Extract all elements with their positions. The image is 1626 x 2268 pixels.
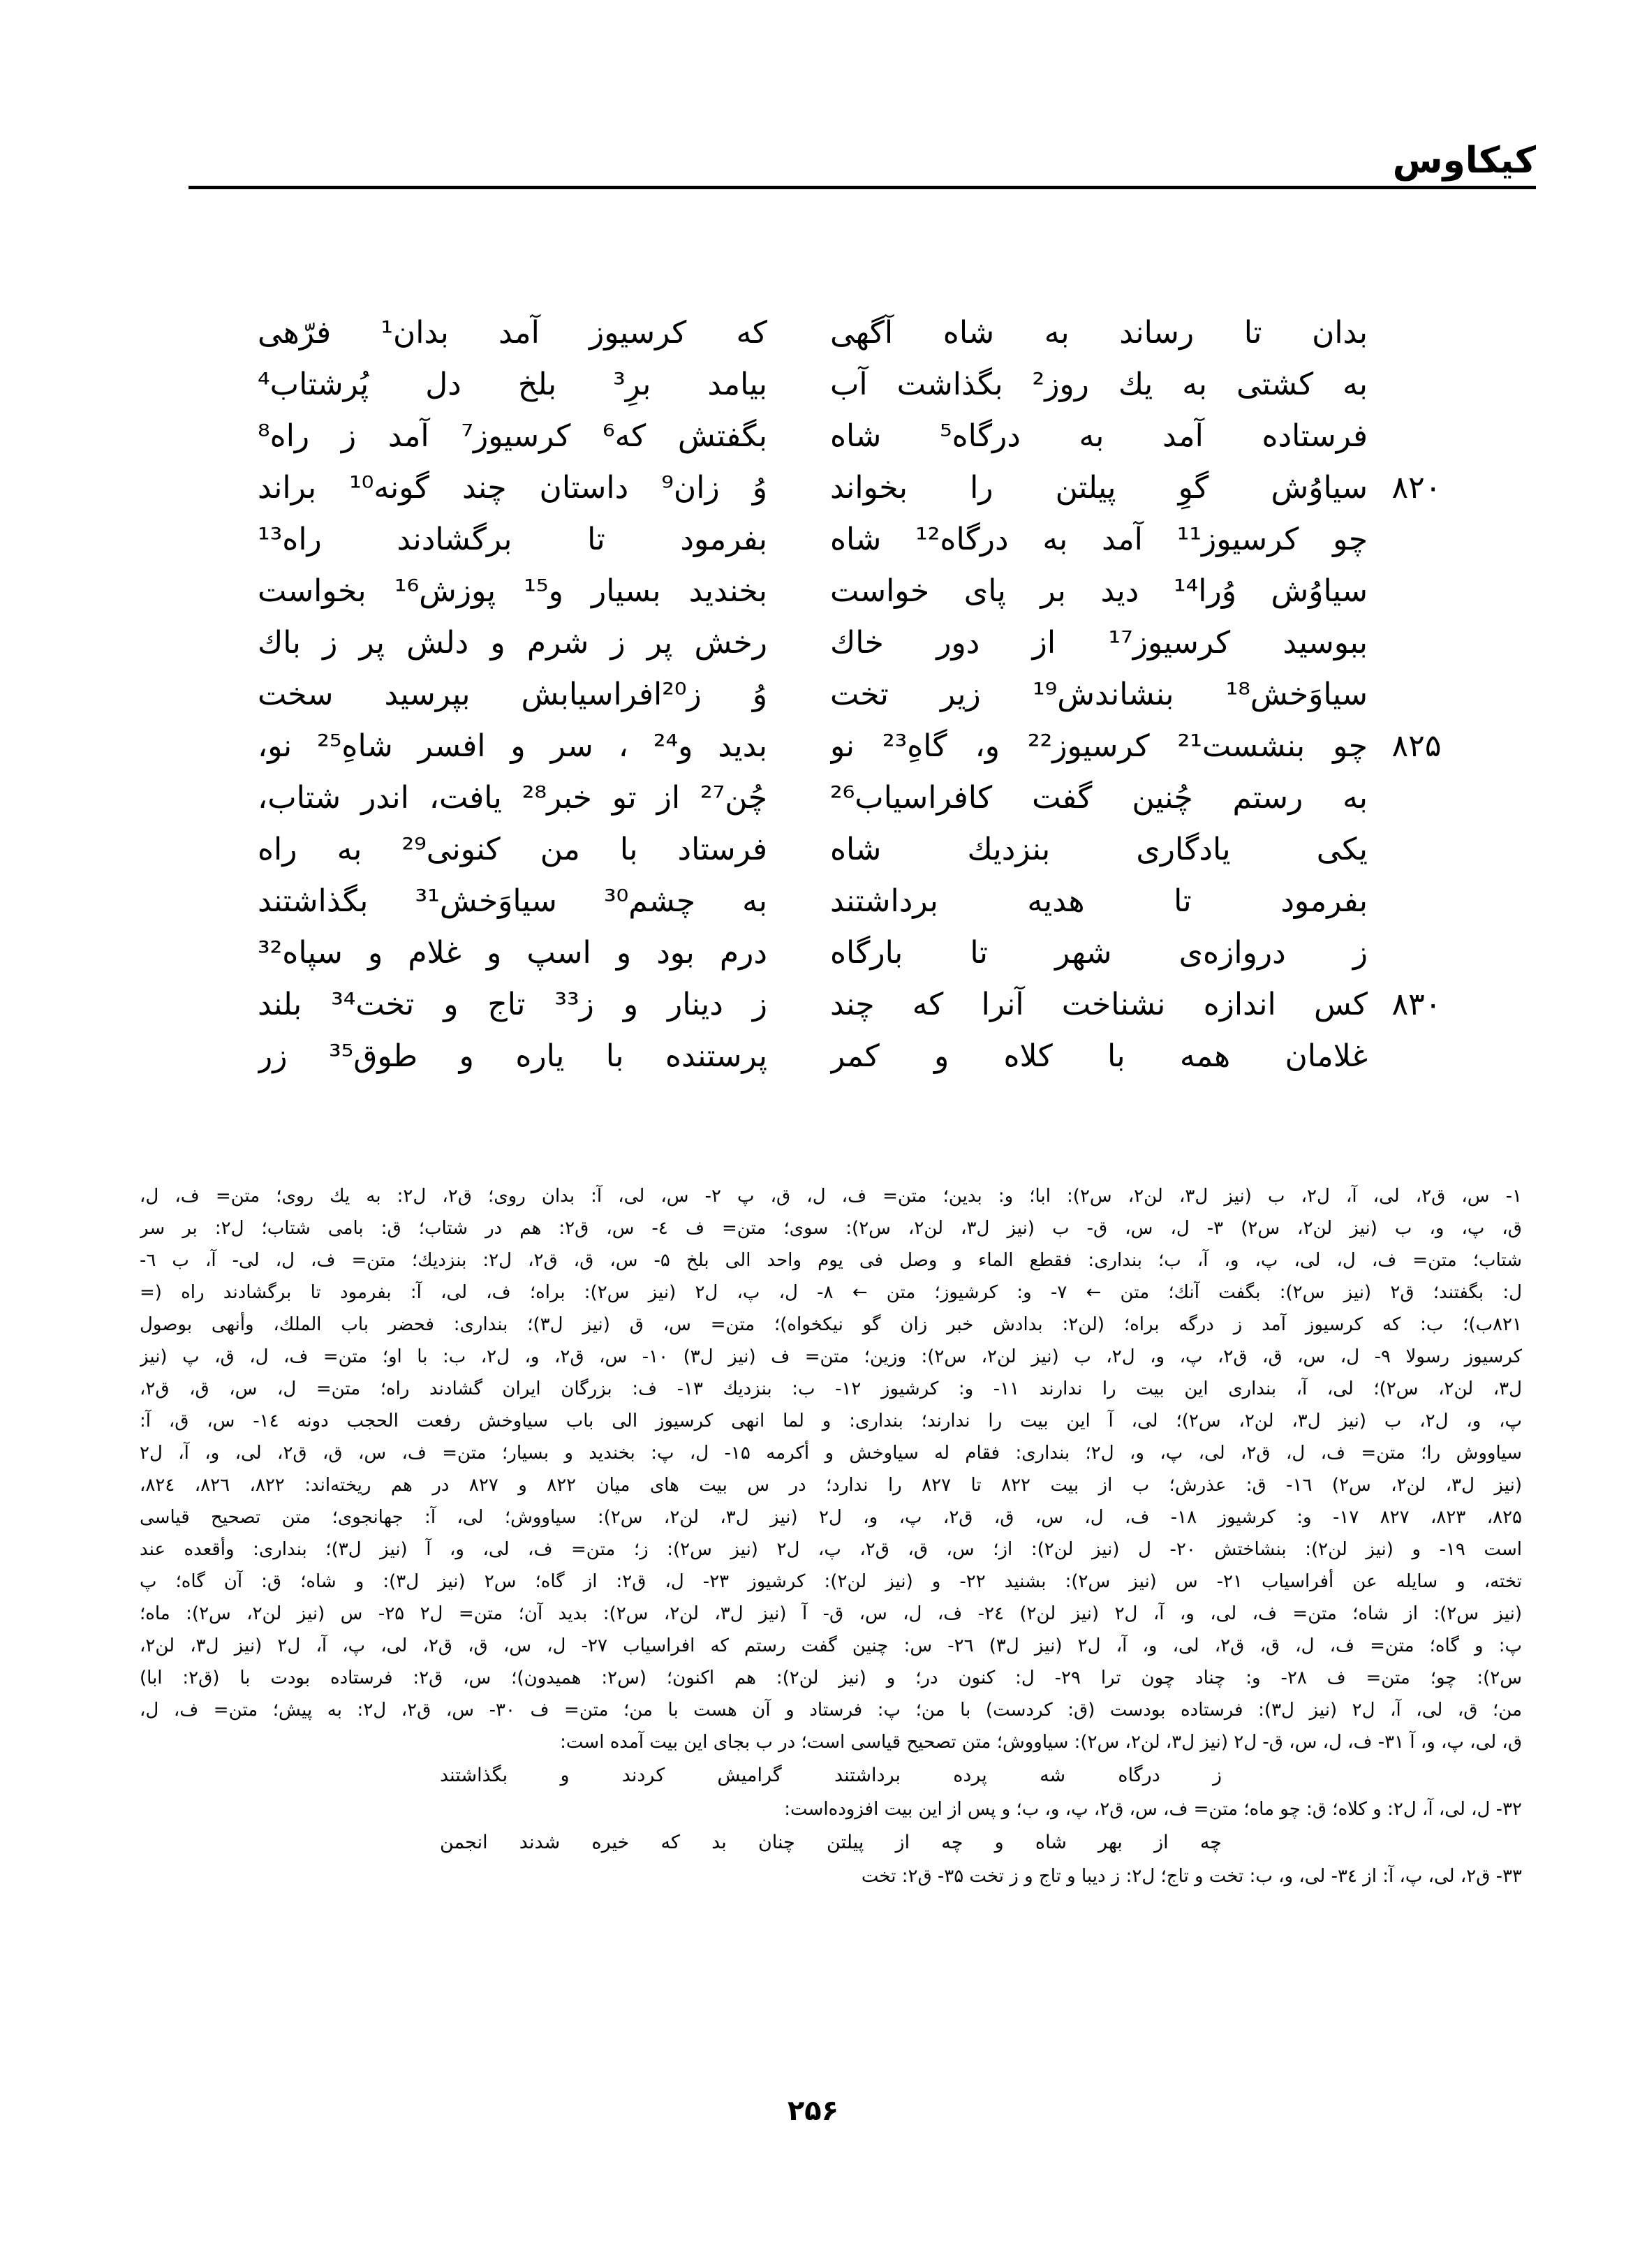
- verse-right-2: [830, 359, 1368, 411]
- footnote-line: شتاب؛ متن= ف، ل، لی، پ، و، آ، ب؛ بنداری: فقطع الماء و وصل فی یوم واحد الی بلخ ۵- س، ق، ق۲، ل۲: بنزدیك؛ متن= ف، ل، لی- آ، ب ٦-: [140, 1250, 1522, 1271]
- footnote-line: پ، و، ل۲، ب (نیز ل۳، لن۲، س۲)؛ لی، آ این بیت را ندارند؛ بنداری: و لما انهی کرسیوز الی باب سیاوخش رفعت الحجب دونه ١٤- س، ق، آ:: [140, 1411, 1522, 1431]
- verse-left-10: [258, 772, 767, 824]
- hemistich: ز دینار و ز³³ تاج و تخت³⁴ بلند: [258, 987, 767, 1022]
- footnote-line: ل: بگفتند؛ ق۲ (نیز س۲): بگفت آنك؛ متن ← ۷- و: کرشیوز؛ متن ← ۸- ل، پ، ل۲ (نیز س۲): براه؛ ف، لی، آ: بفرمود تا برگشادند راه (=: [140, 1282, 1522, 1303]
- verse-right-8: [830, 669, 1368, 721]
- hemistich: سیاوُش وُرا¹⁴ دید بر پای خواست: [830, 573, 1368, 609]
- verse-right-7: [830, 617, 1368, 669]
- hemistich: چو بنشست²¹ کرسیوز²² و، گاهِ²³ نو: [830, 728, 1368, 764]
- verse-right-11: [830, 824, 1368, 876]
- hemistich: بیامد برِ³ بلخ دل پُرشتاب⁴: [258, 367, 767, 402]
- footnote-line: (نیز ل۳، لن۲، س۲) ۱٦- ق: عذرش؛ ب از بیت ۸۲۲ تا ۸۲۷ را ندارد؛ در س بیت های میان ۸۲۲ و ۸۲۷ در هم ریخته‌اند: ۸۲۲، ۸۲٦، ۸۲٤،: [140, 1475, 1522, 1496]
- verse-number: ۸۳۰: [1391, 987, 1442, 1022]
- verse-left-6: [258, 566, 767, 617]
- hemistich: رخش پر ز شرم و دلش پر ز باك: [258, 625, 767, 661]
- verse-right-6: [830, 566, 1368, 617]
- hemistich: فرستاد با من کنونی²⁹ به راه: [258, 832, 767, 867]
- verse-right-13: [830, 927, 1368, 979]
- footnote-line: ۱- س، ق۲، لی، آ، ل۲، ب (نیز ل۳، لن۲، س۲): ابا؛ و: بدین؛ متن= ف، ل، ق، پ ۲- س، لی، آ: بدان روی؛ ق۲، ل۲: به یك روی؛ متن= ف، ل،: [140, 1186, 1522, 1207]
- hemistich: بفرمود تا هدیه برداشتند: [830, 883, 1368, 919]
- hemistich: بدید و²⁴ ، سر و افسر شاهِ²⁵ نو،: [258, 728, 767, 764]
- footnote-line: ۳۳- ق۲، لی، پ، آ: از ٣٤- لی، و، ب: تخت و تاج؛ ل۲: ز دیبا و تاج و ز تخت ۳۵- ق۲: تخت: [861, 1866, 1522, 1887]
- hemistich: بفرمود تا برگشادند راه¹³: [258, 522, 767, 557]
- hemistich: چُن²⁷ از تو خبر²⁸ یافت، اندر شتاب،: [258, 780, 767, 816]
- verse-left-3: [258, 411, 767, 462]
- verse-left-9: [258, 721, 767, 772]
- hemistich: سیاوَخش¹⁸ بنشاندش¹⁹ زیر تخت: [830, 677, 1368, 712]
- hemistich: بگفتش که⁶ کرسیوز⁷ آمد ز راه⁸: [258, 418, 767, 454]
- verse-left-7: [258, 617, 767, 669]
- footnote-line: پ: و گاه؛ متن= ف، ل، ق، ق۲، لی، و، آ، ل۲ (نیز ل۳) ۲٦- س: چنین گفت رستم که افراسیاب ۲۷- ل، س، ق، ق۲، لی، پ، آ، ل۲ (نیز ل۳، لن۲،: [140, 1635, 1522, 1656]
- footnote-quoted-verse: چه از بهر شاه و چه از پیلتن چنان بد که خیره شدند انجمن: [440, 1832, 1222, 1853]
- hemistich: چو کرسیوز¹¹ آمد به درگاه¹² شاه: [830, 522, 1368, 557]
- hemistich: یکی یادگاری بنزدیك شاه: [830, 832, 1368, 867]
- verse-left-1: [258, 307, 767, 359]
- verse-number: ۸۲۰: [1391, 470, 1442, 506]
- poem-body: [0, 307, 1626, 1117]
- hemistich: بخندید بسیار و¹⁵ پوزش¹⁶ بخواست: [258, 573, 767, 609]
- hemistich: به چشم³⁰ سیاوَخش³¹ بگذاشتند: [258, 883, 767, 919]
- verse-right-4: [830, 462, 1368, 514]
- hemistich: به کشتی به یك روز² بگذاشت آب: [830, 367, 1368, 402]
- verse-left-2: [258, 359, 767, 411]
- hemistich: وُ ز²⁰افراسیابش بپرسید سخت: [258, 677, 767, 712]
- footnote-line: است ۱۹- و (نیز لن۲): بنشاختش ۲۰- ل (نیز لن۲): از؛ س، ق، ق۲، پ، ل۲ (نیز س۲): ز؛ متن= ف، لی، و، آ (نیز ل۳)؛ بنداری: وأقعده عند: [140, 1539, 1522, 1560]
- verse-left-12: [258, 876, 767, 927]
- footnote-line: من؛ ق، لی، آ، ل۲ (نیز ل۳): فرستاده بودست (ق: کردست) با من؛ پ: فرستاد و آن هست با من؛ متن= ف ۳۰- س، ق۲، ل۲: به پیش؛ متن= ف، ل،: [140, 1700, 1522, 1721]
- verse-left-14: [258, 979, 767, 1031]
- page-number: ۲۵۶: [787, 2095, 839, 2127]
- verse-left-15: [258, 1031, 767, 1082]
- verse-right-1: [830, 307, 1368, 359]
- footnote-line: کرسیوز رسولا ۹- ل، س، ق، ق۲، پ، و، ل۲، ب (نیز لن۲، س۲): وزین؛ متن= ف (نیز ل۳) ۱۰- س، ق۲، و، ل۲، ب: با او؛ متن= ف، ل، ق، پ (نیز: [140, 1346, 1522, 1367]
- verse-left-11: [258, 824, 767, 876]
- hemistich: به رستم چُنین گفت کافراسیاب²⁶: [830, 780, 1368, 816]
- running-title: کیکاوس: [1392, 140, 1536, 182]
- footnote-line: تخته، و سایله عن أفراسیاب ۲۱- س (نیز س۲): بشنید ۲۲- و (نیز لن۲): کرشیوز ۲۳- ل، ق۲: از گاه؛ س۲ (نیز ل۳): و شاه؛ ق: آن گاه؛ پ: [140, 1571, 1522, 1592]
- hemistich: درم بود و اسپ و غلام و سپاه³²: [258, 935, 767, 971]
- verse-right-14: [830, 979, 1368, 1031]
- verse-number: ۸۲۵: [1391, 728, 1442, 764]
- hemistich: پرستنده با یاره و طوق³⁵ زر: [258, 1038, 767, 1074]
- hemistich: فرستاده آمد به درگاه⁵ شاه: [830, 418, 1368, 454]
- verse-left-5: [258, 514, 767, 566]
- footnote-line: ۸۲۱ب)؛ ب: که کرسیوز آمد ز درگه براه؛ (لن۲: بدادش خبر زان گو نیکخواه)؛ متن= س، ق (نیز ل۳)؛ بنداری: فحضر باب الملك، وأنهی بوصول: [140, 1314, 1522, 1335]
- verse-left-4: [258, 462, 767, 514]
- footnote-line: ۳۲- ل، لی، آ، ل۲: و کلاه؛ ق: چو ماه؛ متن= ف، س، ق۲، پ، و، ب؛ و پس از این بیت افزوده‌است:: [784, 1799, 1522, 1820]
- footnote-line: ل۳، لن۲، س۲)؛ لی، آ، بنداری این بیت را ندارند ۱۱- و: کرشیوز ۱۲- ب: بنزدیك ۱۳- ف: بزرگان ایران گشادند راه؛ متن= ل، س، ق، ق۲،: [140, 1378, 1522, 1399]
- hemistich: ز دروازه‌ی شهر تا بارگاه: [830, 935, 1368, 971]
- verse-left-13: [258, 927, 767, 979]
- hemistich: کس اندازه نشناخت آنرا که چند: [830, 987, 1368, 1022]
- footnote-line: (نیز س۲): از شاه؛ متن= ف، لی، و، آ، ل۲ (نیز لن۲) ٢٤- ف، ل، س، ق- آ (نیز ل۳، لن۲، س۲): بدید آن؛ متن= ل۲ ۲۵- س (نیز لن۲، س۲): ماه؛: [140, 1603, 1522, 1624]
- hemistich: وُ زان⁹ داستان چند گونه¹⁰ براند: [258, 470, 767, 506]
- footnote-line: ق، لی، پ، و، آ ۳۱- ف، ل، س، ق- ل۲ (نیز ل۳، لن۲، س۲): سیاووش؛ متن تصحیح قیاسی است؛ در ب بجای این بیت آمده است:: [560, 1732, 1522, 1753]
- footnote-quoted-verse: ز درگاه شه پرده برداشتند گرامیش کردند و بگذاشتند: [440, 1765, 1222, 1786]
- footnote-line: ۸۲۵، ۸۲۳، ۸۲۷ ۱۷- و: کرشیوز ۱۸- ف، ل، س، ق، ق۲، پ، و، ل۲ (نیز ل۳، لن۲، س۲): سیاووش؛ لی، آ: جهانجوی؛ متن تصحیح قیاسی: [140, 1507, 1522, 1528]
- verse-right-15: [830, 1031, 1368, 1082]
- verse-right-12: [830, 876, 1368, 927]
- footnote-line: ق، پ، و، ب (نیز لن۲، س۲) ۳- ل، س، ق- ب (نیز ل۳، لن۲، س۲): سوی؛ متن= ف ٤- س، ق۲: هم در شتاب؛ ق: بامی شتاب؛ ل۲: بر سر: [140, 1218, 1522, 1239]
- hemistich: غلامان همه با کلاه و کمر: [830, 1038, 1368, 1074]
- footnote-line: س۲): چو؛ متن= ف ۲۸- و: چناد چون ترا ۲۹- ل: کنون در؛ و (نیز لن۲): هم اکنون؛ (س۲: همیدون)؛ س، ق۲: فرستاده بودت با (ق۲: ابا): [140, 1667, 1522, 1688]
- verse-left-8: [258, 669, 767, 721]
- page-header: [189, 133, 1536, 189]
- footnotes: [140, 1180, 1522, 1892]
- verse-right-10: [830, 772, 1368, 824]
- footnote-line: سیاووش را؛ متن= ف، ل، ق۲، لی، پ، و، ل۲؛ بنداری: فقام له سیاوخش و أکرمه ۱۵- ل، پ: بخندید و بسیار؛ متن= ف، س، ق، ق۲، لی، و، آ، ل۲: [140, 1443, 1522, 1464]
- header-rule: [189, 186, 1536, 189]
- hemistich: سیاوُش گوِ پیلتن را بخواند: [830, 470, 1368, 506]
- hemistich: بدان تا رساند به شاه آگهی: [830, 315, 1368, 351]
- hemistich: ببوسید کرسیوز¹⁷ از دور خاك: [830, 625, 1368, 661]
- verse-right-9: [830, 721, 1368, 772]
- verse-right-3: [830, 411, 1368, 462]
- hemistich: که کرسیوز آمد بدان¹ فرّهی: [258, 315, 767, 351]
- verse-right-5: [830, 514, 1368, 566]
